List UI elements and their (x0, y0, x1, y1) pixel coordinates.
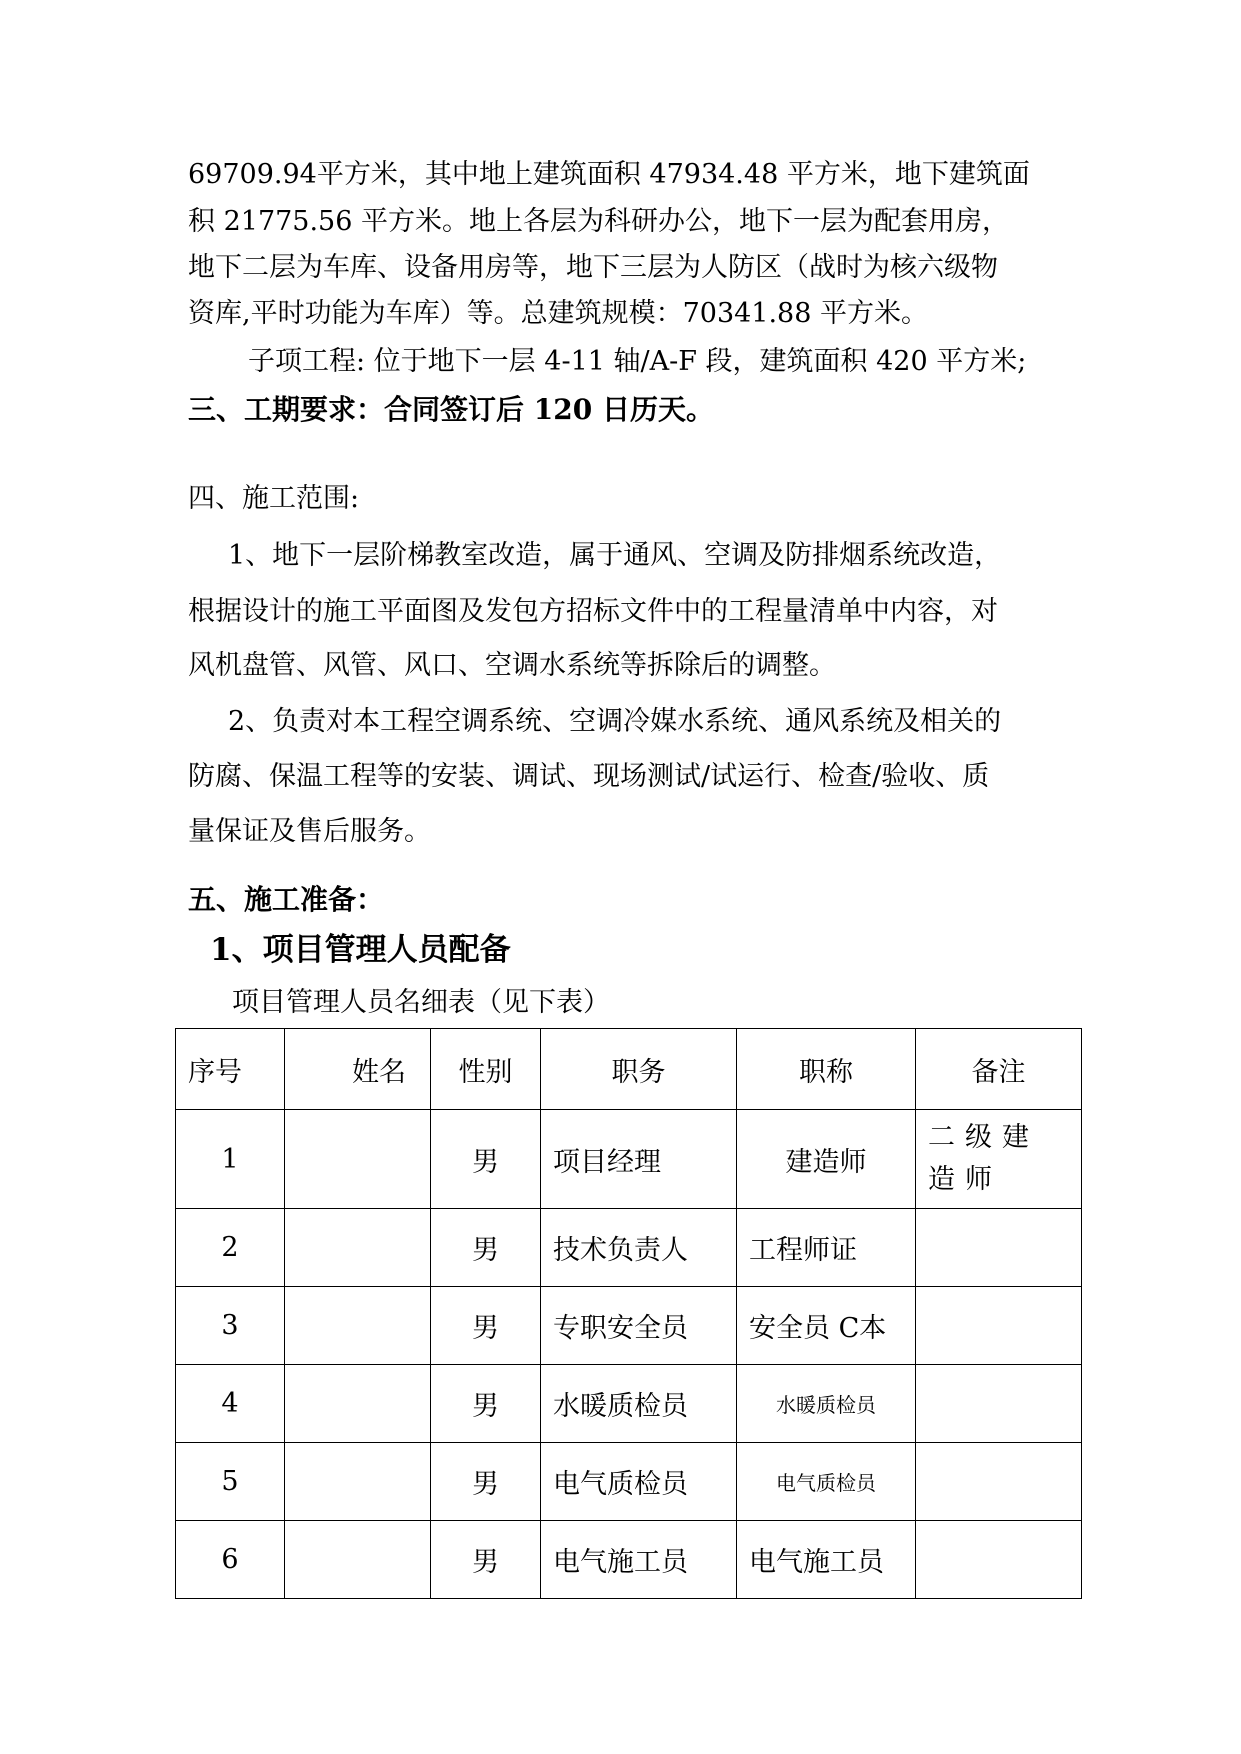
header-cell: 序号 (176, 1029, 285, 1110)
row-position: 技术负责人 (541, 1209, 737, 1287)
sub-project-line: 子项工程: 位于地下一层 4-11 轴/A-F 段，建筑面积 420 平方米; (248, 346, 1027, 377)
section-5-title: 五、施工准备： (188, 883, 385, 916)
row-gender: 男 (431, 1443, 541, 1521)
table-row (176, 1521, 1082, 1599)
table-row (176, 1110, 1082, 1209)
paragraph-line: 积 21775.56 平方米。地上各层为科研办公，地下一层为配套用房， (188, 206, 1009, 237)
row-note (916, 1209, 1082, 1287)
row-name (285, 1443, 431, 1521)
row-position: 电气质检员 (541, 1443, 737, 1521)
table-row (176, 1209, 1082, 1287)
table-row (176, 1443, 1082, 1521)
row-name (285, 1365, 431, 1443)
scope-item-1-line: 1、地下一层阶梯教室改造，属于通风、空调及防排烟系统改造， (228, 540, 1002, 571)
row-note (916, 1521, 1082, 1599)
row-note (916, 1443, 1082, 1521)
table-row (176, 1287, 1082, 1365)
header-cell: 职称 (737, 1029, 916, 1110)
subsection-title: 1、项目管理人员配备 (210, 932, 511, 968)
scope-item-2-line: 量保证及售后服务。 (188, 816, 431, 847)
header-cell: 备注 (916, 1029, 1082, 1110)
row-title: 建造师 (737, 1110, 916, 1209)
scope-item-1-line: 风机盘管、风管、风口、空调水系统等拆除后的调整。 (188, 650, 836, 681)
row-gender: 男 (431, 1365, 541, 1443)
row-position: 专职安全员 (541, 1287, 737, 1365)
row-note: 二级建造师 (916, 1110, 1082, 1209)
section-3-title: 三、工期要求：合同签订后 120 日历天。 (188, 393, 714, 426)
scope-item-1-line: 根据设计的施工平面图及发包方招标文件中的工程量清单中内容，对 (188, 596, 998, 627)
row-gender: 男 (431, 1287, 541, 1365)
row-title: 电气质检员 (737, 1443, 916, 1521)
row-title: 安全员 C本 (737, 1287, 916, 1365)
scope-item-2-line: 2、负责对本工程空调系统、空调冷媒水系统、通风系统及相关的 (228, 706, 1002, 737)
row-position: 项目经理 (541, 1110, 737, 1209)
row-note (916, 1287, 1082, 1365)
header-cell: 职务 (541, 1029, 737, 1110)
paragraph-line: 地下二层为车库、设备用房等，地下三层为人防区（战时为核六级物 (188, 252, 998, 283)
row-title: 电气施工员 (737, 1521, 916, 1599)
row-note (916, 1365, 1082, 1443)
row-name (285, 1209, 431, 1287)
row-position: 电气施工员 (541, 1521, 737, 1599)
row-number: 6 (176, 1521, 285, 1599)
row-gender: 男 (431, 1110, 541, 1209)
paragraph-line: 69709.94平方米，其中地上建筑面积 47934.48 平方米，地下建筑面 (188, 159, 1030, 190)
paragraph-line: 资库,平时功能为车库）等。总建筑规模：70341.88 平方米。 (188, 298, 928, 329)
section-4-title: 四、施工范围: (188, 483, 360, 514)
table-caption: 项目管理人员名细表（见下表） (232, 987, 610, 1018)
row-gender: 男 (431, 1521, 541, 1599)
scope-item-2-line: 防腐、保温工程等的安装、调试、现场测试/试运行、检查/验收、质 (188, 761, 990, 792)
header-cell: 姓名 (285, 1029, 431, 1110)
row-name (285, 1110, 431, 1209)
staff-table (175, 1028, 1082, 1599)
row-name (285, 1287, 431, 1365)
row-number: 1 (176, 1110, 285, 1209)
row-position: 水暖质检员 (541, 1365, 737, 1443)
row-number: 3 (176, 1287, 285, 1365)
row-title: 水暖质检员 (737, 1365, 916, 1443)
table-row (176, 1365, 1082, 1443)
row-name (285, 1521, 431, 1599)
row-title: 工程师证 (737, 1209, 916, 1287)
row-gender: 男 (431, 1209, 541, 1287)
row-number: 2 (176, 1209, 285, 1287)
header-cell: 性别 (431, 1029, 541, 1110)
row-number: 5 (176, 1443, 285, 1521)
table-header-row (176, 1029, 1082, 1110)
row-number: 4 (176, 1365, 285, 1443)
